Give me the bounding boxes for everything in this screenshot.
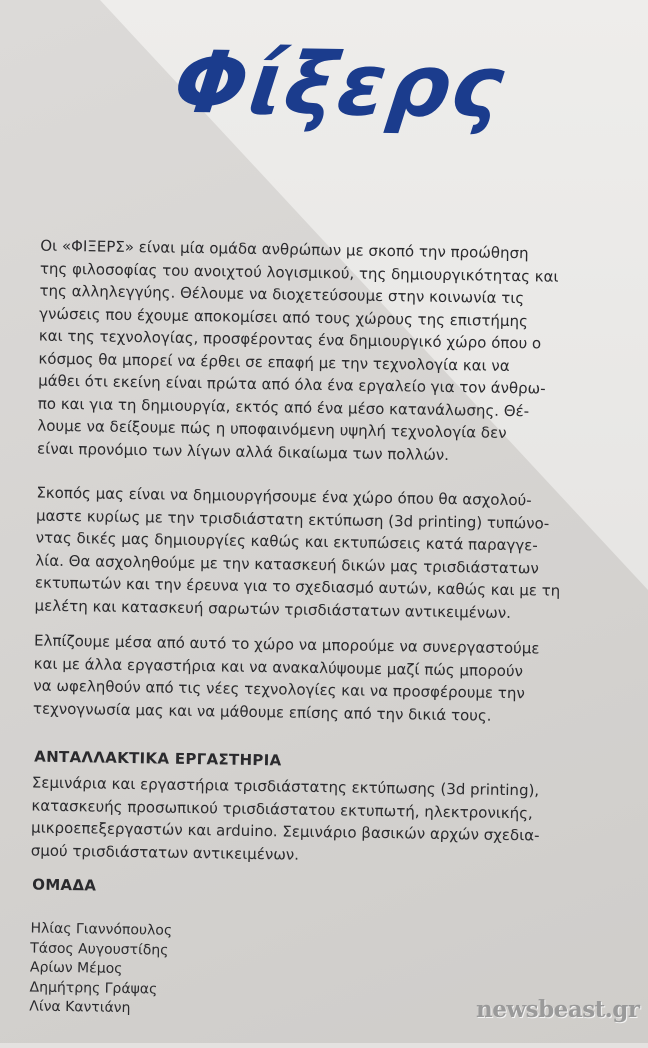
- text-line: ντας δικές μας δημιουργίες καθώς και εκτυπώσεις κατά παραγγε-: [35, 528, 538, 555]
- text-line: γνώσεις που έχουμε αποκομίσει από τους χώρους της επιστήμης: [39, 304, 528, 330]
- text-line: Σεμινάρια και εργαστήρια τρισδιάστατης εκτύπωσης (3d printing),: [31, 773, 540, 800]
- text-line: κατασκευής προσωπικού τρισδιάστατου εκτυπωτή, ηλεκτρονικής,: [31, 796, 533, 822]
- text-line: λία. Θα ασχοληθούμε με την κατασκευή δικών μας τρισδιάστατων: [35, 551, 539, 577]
- paragraph-workshops: [31, 772, 622, 871]
- watermark-newsbeast: newsbeast.gr: [476, 996, 640, 1023]
- text-line: σμού τρισδιάστατων αντικειμένων.: [30, 840, 300, 864]
- text-line: Ελπίζουμε μέσα από αυτό το χώρο να μπορούμε να συνεργαστούμε: [33, 631, 540, 658]
- text-line: και με άλλα εργαστήρια και να ανακαλύψουμε μαζί πώς μπορούν: [33, 654, 524, 680]
- team-member: Αρίων Μέμος: [29, 959, 123, 977]
- text-line: εκτυπωτών και την έρευνα για το σχεδιασμό αυτών, καθώς και με τη: [34, 573, 561, 600]
- text-line: μάθει ότι εκείνη είναι πρώτα από όλα ένα εργαλείο για τον άνθρω-: [38, 371, 546, 398]
- team-member: Τάσος Αυγουστίδης: [30, 940, 169, 959]
- team-member: Ηλίας Γιαννόπουλος: [30, 920, 173, 939]
- logo-fixers: Φίξερς: [168, 32, 511, 138]
- text-line: είναι προνόμιο των λίγων αλλά δικαίωμα των πολλών.: [36, 439, 450, 464]
- team-member: Δημήτρης Γράψας: [29, 978, 158, 998]
- text-line: Σκοπός μας είναι να δημιουργήσουμε ένα χώρο όπου θα ασχολού-: [36, 483, 532, 510]
- heading-team: ΟΜΑΔΑ: [32, 875, 97, 895]
- text-line: μελέτη και κατασκευή σαρωτών τρισδιάστατων αντικειμένων.: [34, 596, 512, 622]
- text-line: της αλληλεγγύης. Θέλουμε να διοχετεύσουμε στην κοινωνία τις: [39, 281, 525, 308]
- team-member: Λίνα Καντιάνη: [29, 998, 131, 1017]
- paragraph-intro: [37, 235, 630, 469]
- team-list: [29, 920, 172, 1020]
- text-line: της φιλοσοφίας του ανοιχτού λογισμικού, της δημιουργικότητας και: [39, 259, 559, 286]
- heading-workshops: ΑΝΤΑΛΛΑΚΤΙΚΑ ΕΡΓΑΣΤΗΡΙΑ: [34, 747, 282, 770]
- text-line: τεχνογνωσία μας και να μάθουμε επίσης από την δικιά τους.: [32, 699, 492, 725]
- paragraph-hope: [33, 630, 624, 729]
- text-line: λουμε να δείξουμε πώς η υποφαινόμενη υψηλή τεχνολογία δεν: [37, 416, 507, 442]
- text-line: να ωφεληθούν από τις νέες τεχνολογίες και να προσφέρουμε την: [33, 676, 525, 703]
- text-line: και της τεχνολογίας, προσφέροντας ένα δημιουργικό χώρο όπου ο: [38, 326, 542, 353]
- text-line: μικροεπεξεργαστών και arduino. Σεμινάριο βασικών αρχών σχεδια-: [30, 818, 540, 845]
- text-line: πο και για τη δημιουργία, εκτός από ένα μέσο κατανάλωσης. Θέ-: [37, 394, 530, 420]
- text-line: κόσμος θα μπορεί να έρθει σε επαφή με την τεχνολογία και να: [38, 349, 510, 375]
- text-line: μαστε κυρίως με την τρισδιάστατη εκτύπωση (3d printing) τυπώνο-: [35, 506, 550, 533]
- paragraph-goal: [34, 482, 626, 626]
- text-line: Οι «ΦΙΞΕΡΣ» είναι μία ομάδα ανθρώπων με σκοπό την προώθηση: [40, 236, 529, 263]
